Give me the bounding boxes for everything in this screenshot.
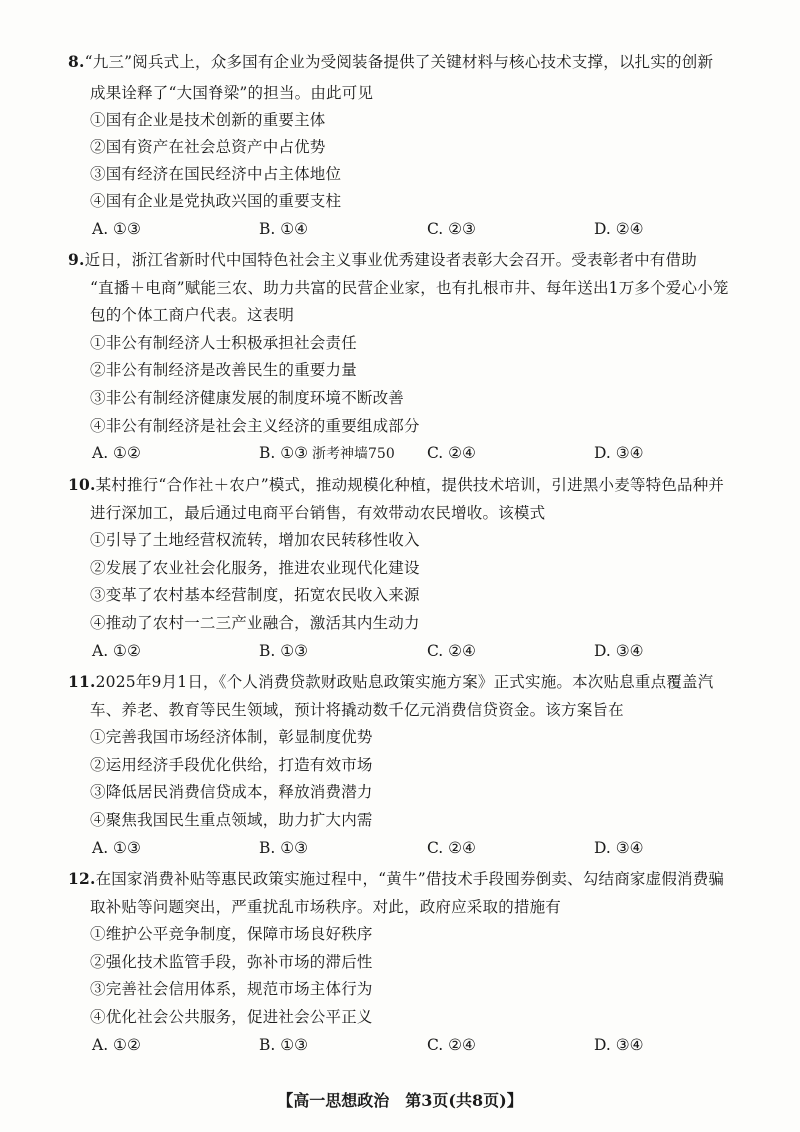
question-stem-line: 9.近日，浙江省新时代中国特色社会主义事业优秀建设者表彰大会召开。受表彰者中有借助 — [68, 250, 697, 269]
question-stem-line: 8.“九三”阅兵式上，众多国有企业为受阅装备提供了关键材料与核心技术支撑，以扎实的创新 — [68, 52, 714, 71]
choice-a: A. ①② — [92, 1036, 141, 1054]
statement: ③降低居民消费信贷成本，释放消费潜力 — [90, 783, 373, 801]
statement: ②强化技术监管手段，弥补市场的滞后性 — [90, 953, 373, 971]
choice-d: D. ③④ — [594, 839, 644, 857]
choice-c: C. ②③ — [427, 220, 476, 238]
statement: ①非公有制经济人士积极承担社会责任 — [90, 334, 357, 352]
statement: ②非公有制经济是改善民生的重要力量 — [90, 361, 357, 379]
question-stem-line: 12.在国家消费补贴等惠民政策实施过程中，“黄牛”借技术手段囤券倒卖、勾结商家虚假消费骗 — [68, 869, 725, 888]
statement: ②发展了农业社会化服务，推进农业现代化建设 — [90, 559, 420, 577]
choice-a: A. ①② — [92, 642, 141, 660]
question-stem-line: 成果诠释了“大国脊梁”的担当。由此可见 — [90, 84, 374, 102]
choice-b: B. ①③ — [259, 1036, 309, 1054]
choice-b: B. ①③ — [259, 839, 309, 857]
choice-a: A. ①③ — [92, 220, 141, 238]
choice-a: A. ①③ — [92, 839, 141, 857]
choice-b: B. ①③ — [259, 444, 309, 462]
statement: ③国有经济在国民经济中占主体地位 — [90, 165, 342, 183]
statement: ①引导了土地经营权流转，增加农民转移性收入 — [90, 531, 420, 549]
question-stem-line: 包的个体工商户代表。这表明 — [90, 306, 295, 324]
question-number: 8. — [68, 52, 85, 71]
statement: ①国有企业是技术创新的重要主体 — [90, 111, 326, 129]
choice-c: C. ②④ — [427, 839, 476, 857]
statement: ②国有资产在社会总资产中占优势 — [90, 138, 326, 156]
choice-d: D. ③④ — [594, 444, 644, 462]
choice-d: D. ③④ — [594, 1036, 644, 1054]
statement: ①维护公平竞争制度，保障市场良好秩序 — [90, 925, 373, 943]
choice-a: A. ①② — [92, 444, 141, 462]
question-number: 11. — [68, 672, 96, 691]
question-number: 10. — [68, 475, 96, 494]
question-stem-line: 进行深加工，最后通过电商平台销售，有效带动农民增收。该模式 — [90, 504, 546, 522]
statement: ④优化社会公共服务，促进社会公平正义 — [90, 1008, 373, 1026]
question-number: 9. — [68, 250, 85, 269]
question-stem-line: 取补贴等问题突出，严重扰乱市场秩序。对此，政府应采取的措施有 — [90, 898, 562, 916]
choice-b: B. ①③ — [259, 642, 309, 660]
statement: ③非公有制经济健康发展的制度环境不断改善 — [90, 389, 405, 407]
statement: ②运用经济手段优化供给，打造有效市场 — [90, 756, 373, 774]
watermark-stamp: 浙考神墙750 — [312, 446, 395, 462]
choice-b: B. ①④ — [259, 220, 309, 238]
question-stem-line: 10.某村推行“合作社＋农户”模式，推动规模化种植，提供技术培训，引进黑小麦等特色品种并 — [68, 475, 725, 494]
choice-d: D. ③④ — [594, 642, 644, 660]
choice-c: C. ②④ — [427, 642, 476, 660]
choice-c: C. ②④ — [427, 444, 476, 462]
statement: ③完善社会信用体系，规范市场主体行为 — [90, 980, 373, 998]
statement: ④非公有制经济是社会主义经济的重要组成部分 — [90, 417, 420, 435]
question-stem-line: 车、养老、教育等民生领域，预计将撬动数千亿元消费信贷资金。该方案旨在 — [90, 701, 624, 719]
statement: ④国有企业是党执政兴国的重要支柱 — [90, 192, 342, 210]
choice-d: D. ②④ — [594, 220, 644, 238]
statement: ③变革了农村基本经营制度，拓宽农民收入来源 — [90, 586, 420, 604]
question-stem-line: 11.2025年9月1日，《个人消费贷款财政贴息政策实施方案》正式实施。本次贴息重点覆盖汽 — [68, 672, 714, 691]
statement: ④推动了农村一二三产业融合，激活其内生动力 — [90, 614, 420, 632]
choice-c: C. ②④ — [427, 1036, 476, 1054]
page-footer: 【高一思想政治 第3页(共8页)】 — [277, 1091, 523, 1110]
question-stem-line: “直播＋电商”赋能三农、助力共富的民营企业家，也有扎根市井、每年送出1万多个爱心小笼 — [90, 279, 729, 297]
statement: ④聚焦我国民生重点领域，助力扩大内需 — [90, 811, 373, 829]
statement: ①完善我国市场经济体制，彰显制度优势 — [90, 728, 373, 746]
question-number: 12. — [68, 869, 96, 888]
